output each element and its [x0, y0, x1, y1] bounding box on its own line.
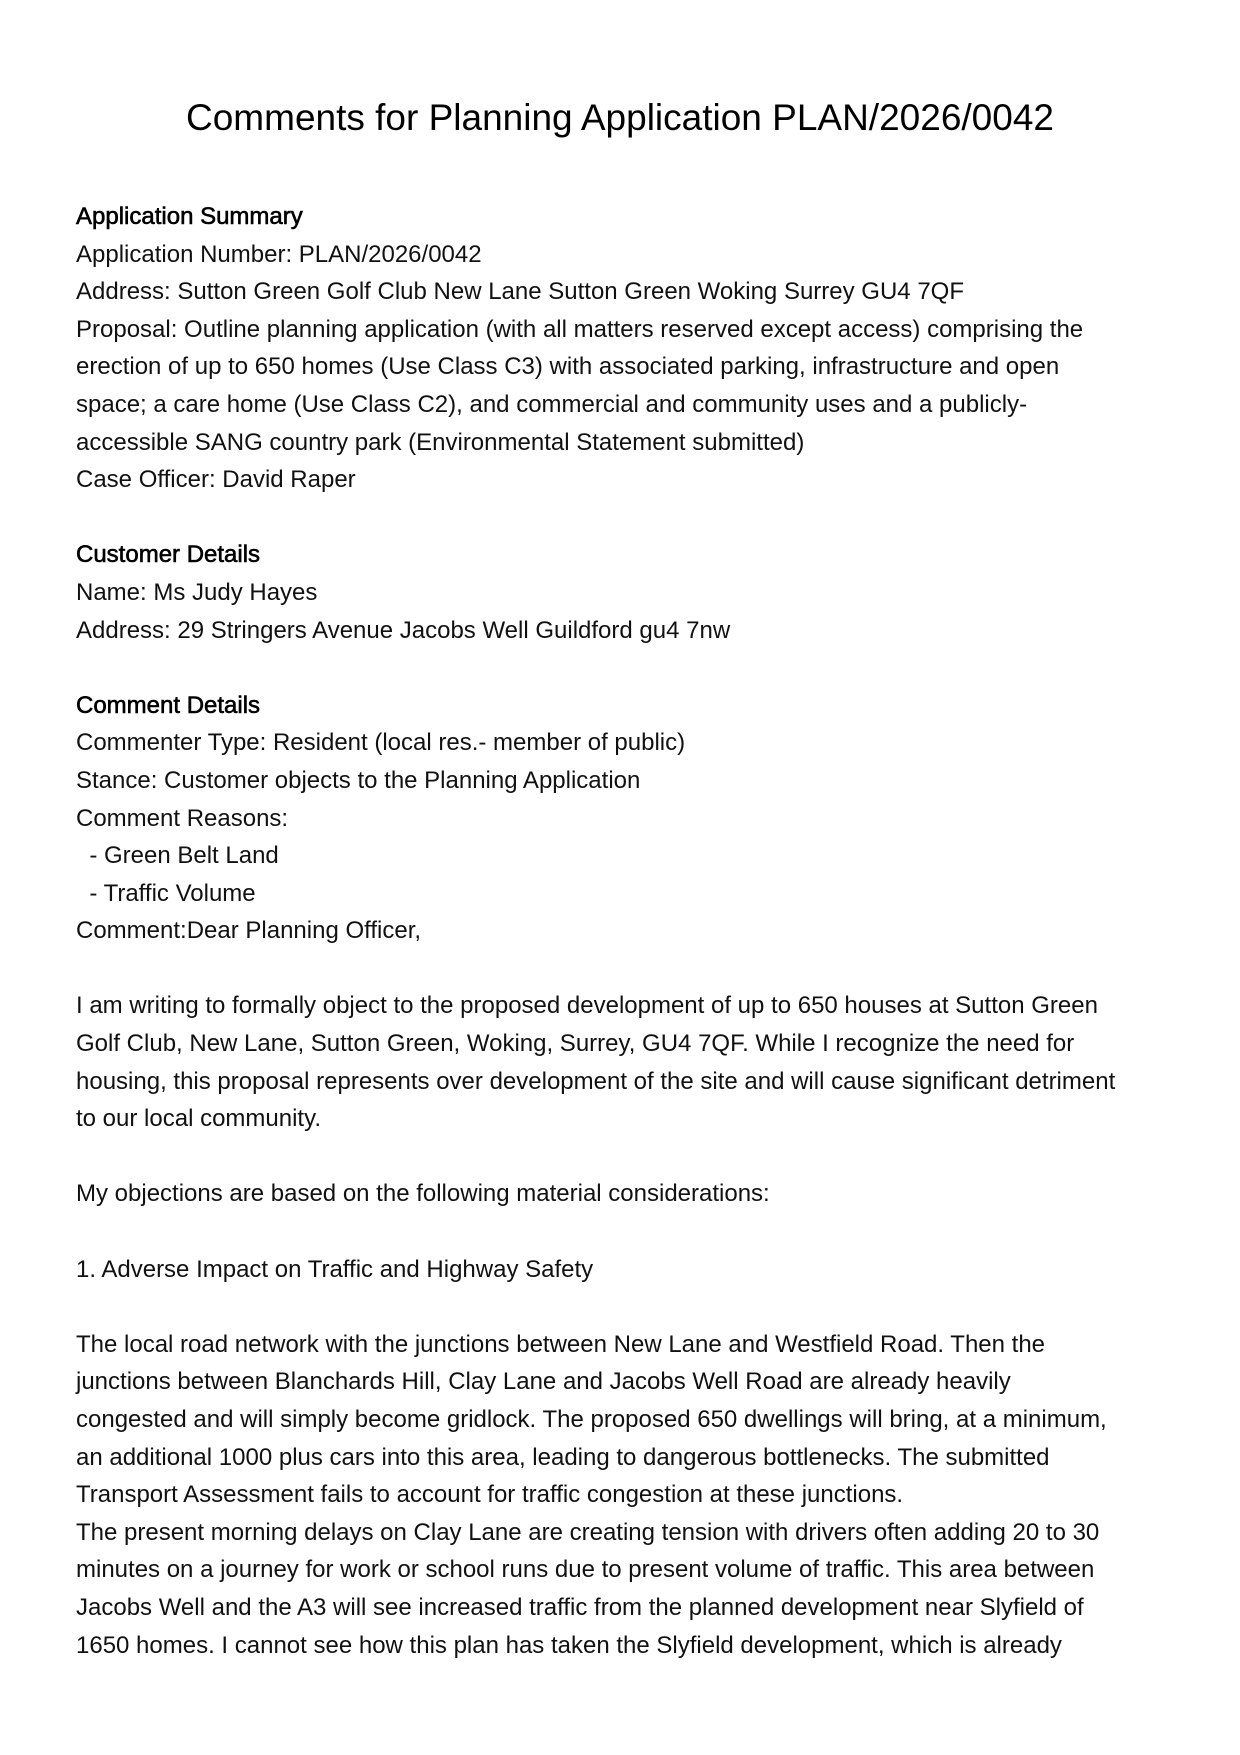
document-body — [76, 198, 1176, 1664]
comment-intro: Comment:Dear Planning Officer, — [76, 917, 422, 945]
spacer — [76, 499, 1176, 537]
customer-details-heading: Customer Details — [76, 541, 261, 569]
spacer — [76, 1213, 1176, 1251]
case-officer: Case Officer: David Raper — [76, 466, 356, 494]
application-summary-section — [76, 198, 1176, 499]
spacer — [76, 649, 1176, 687]
proposal-line: erection of up to 650 homes (Use Class C3) with associated parking, infrastructure and open — [76, 353, 1060, 381]
page-title: Comments for Planning Application PLAN/2026/0042 — [186, 97, 1054, 138]
customer-address: Address: 29 Stringers Avenue Jacobs Well Guildford gu4 7nw — [76, 616, 731, 644]
proposal-line: accessible SANG country park (Environmental Statement submitted) — [76, 428, 805, 456]
application-address: Address: Sutton Green Golf Club New Lane Sutton Green Woking Surrey GU4 7QF — [76, 278, 964, 306]
paragraph-line: Golf Club, New Lane, Sutton Green, Woking, Surrey, GU4 7QF. While I recognize the need for — [76, 1030, 1075, 1058]
paragraph-line: Transport Assessment fails to account for traffic congestion at these junctions. — [76, 1481, 904, 1509]
paragraph-line: The present morning delays on Clay Lane are creating tension with drivers often adding 20 to 30 — [76, 1518, 1100, 1546]
paragraph-line: junctions between Blanchards Hill, Clay Lane and Jacobs Well Road are already heavily — [76, 1368, 1011, 1396]
comment-reason-item: - Traffic Volume — [76, 879, 256, 907]
paragraph-line: to our local community. — [76, 1105, 321, 1133]
proposal-line: space; a care home (Use Class C2), and commercial and community uses and a publicly- — [76, 390, 1028, 418]
customer-details-section — [76, 536, 1176, 649]
comment-reasons-label: Comment Reasons: — [76, 804, 289, 832]
spacer — [76, 950, 1176, 988]
paragraph-line: an additional 1000 plus cars into this area, leading to dangerous bottlenecks. The submitted — [76, 1443, 1050, 1471]
comment-paragraph — [76, 987, 1176, 1137]
proposal-line: Proposal: Outline planning application (with all matters reserved except access) comprising the — [76, 315, 1084, 343]
commenter-type: Commenter Type: Resident (local res.- member of public) — [76, 729, 686, 757]
paragraph-line: 1650 homes. I cannot see how this plan has taken the Slyfield development, which is already — [76, 1631, 1062, 1659]
spacer — [76, 1288, 1176, 1326]
comment-details-heading: Comment Details — [76, 691, 261, 719]
paragraph-line: The local road network with the junctions between New Lane and Westfield Road. Then the — [76, 1330, 1046, 1358]
objections-intro: My objections are based on the following material considerations: — [76, 1180, 770, 1208]
application-number: Application Number: PLAN/2026/0042 — [76, 240, 482, 268]
spacer — [76, 1138, 1176, 1176]
paragraph-line: I am writing to formally object to the proposed development of up to 650 houses at Sutton Green — [76, 992, 1098, 1020]
section-heading-traffic: 1. Adverse Impact on Traffic and Highway Safety — [76, 1255, 594, 1283]
stance: Stance: Customer objects to the Planning Application — [76, 766, 641, 794]
application-summary-heading: Application Summary — [76, 203, 303, 230]
paragraph-line: housing, this proposal represents over development of the site and will cause significant detriment — [76, 1067, 1116, 1095]
paragraph-line: congested and will simply become gridlock. The proposed 650 dwellings will bring, at a minimum, — [76, 1406, 1107, 1433]
customer-name: Name: Ms Judy Hayes — [76, 578, 318, 606]
comment-reason-item: - Green Belt Land — [76, 842, 279, 870]
paragraph-line: Jacobs Well and the A3 will see increased traffic from the planned development near Slyfield of — [76, 1593, 1084, 1621]
paragraph-line: minutes on a journey for work or school runs due to present volume of traffic. This area between — [76, 1556, 1095, 1584]
comment-paragraph — [76, 1326, 1176, 1664]
comment-details-section — [76, 687, 1176, 950]
